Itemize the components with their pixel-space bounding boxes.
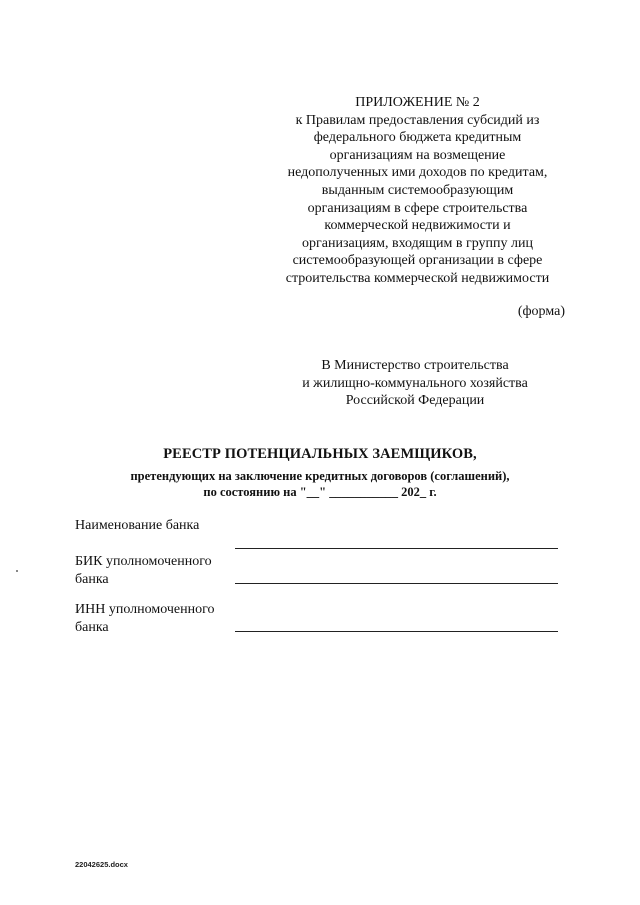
appendix-line: недополученных ими доходов по кредитам, — [287, 165, 548, 181]
addressee-line: В Министерство строительства — [321, 358, 509, 373]
register-subtitle — [0, 468, 640, 500]
file-name-footer: 22042625.docx — [75, 860, 128, 869]
register-title: РЕЕСТР ПОТЕНЦИАЛЬНЫХ ЗАЕМЩИКОВ, — [163, 446, 477, 462]
subtitle-line-2: по состоянию на "__" ___________ 202_ г. — [203, 485, 437, 499]
appendix-heading: ПРИЛОЖЕНИЕ № 2 — [355, 95, 480, 110]
appendix-line: организациям в сфере строительства — [307, 200, 528, 216]
bik-label-line-1: БИК уполномоченного — [75, 554, 212, 569]
appendix-line: организациям на возмещение — [329, 147, 506, 163]
inn-label-line-2: банка — [75, 620, 109, 635]
inn-label — [75, 601, 214, 637]
inn-field[interactable] — [235, 631, 558, 632]
bik-field[interactable] — [235, 583, 558, 584]
bik-label — [75, 553, 212, 589]
addressee-line: Российской Федерации — [345, 393, 485, 409]
appendix-line: коммерческой недвижимости и — [324, 218, 511, 234]
bik-label-line-2: банка — [75, 572, 109, 587]
appendix-line: организациям, входящим в группу лиц — [302, 235, 533, 251]
bank-name-label: Наименование банка — [75, 518, 200, 533]
addressee-block — [270, 357, 560, 410]
bank-name-field[interactable] — [235, 548, 558, 549]
scan-speck — [16, 570, 18, 572]
appendix-line: выданным системообразующим — [321, 182, 514, 198]
appendix-line: к Правилам предоставления субсидий из — [295, 112, 540, 128]
inn-label-line-1: ИНН уполномоченного — [75, 602, 215, 617]
form-label: (форма) — [517, 304, 565, 319]
appendix-line: системообразующей организации в сфере — [292, 253, 543, 269]
appendix-line: федерального бюджета кредитным — [313, 130, 522, 146]
appendix-block — [265, 94, 570, 288]
appendix-line: строительства коммерческой недвижимости — [285, 270, 550, 286]
addressee-line: и жилищно-коммунального хозяйства — [302, 375, 528, 391]
subtitle-line-1: претендующих на заключение кредитных договоров (соглашений), — [130, 469, 510, 483]
